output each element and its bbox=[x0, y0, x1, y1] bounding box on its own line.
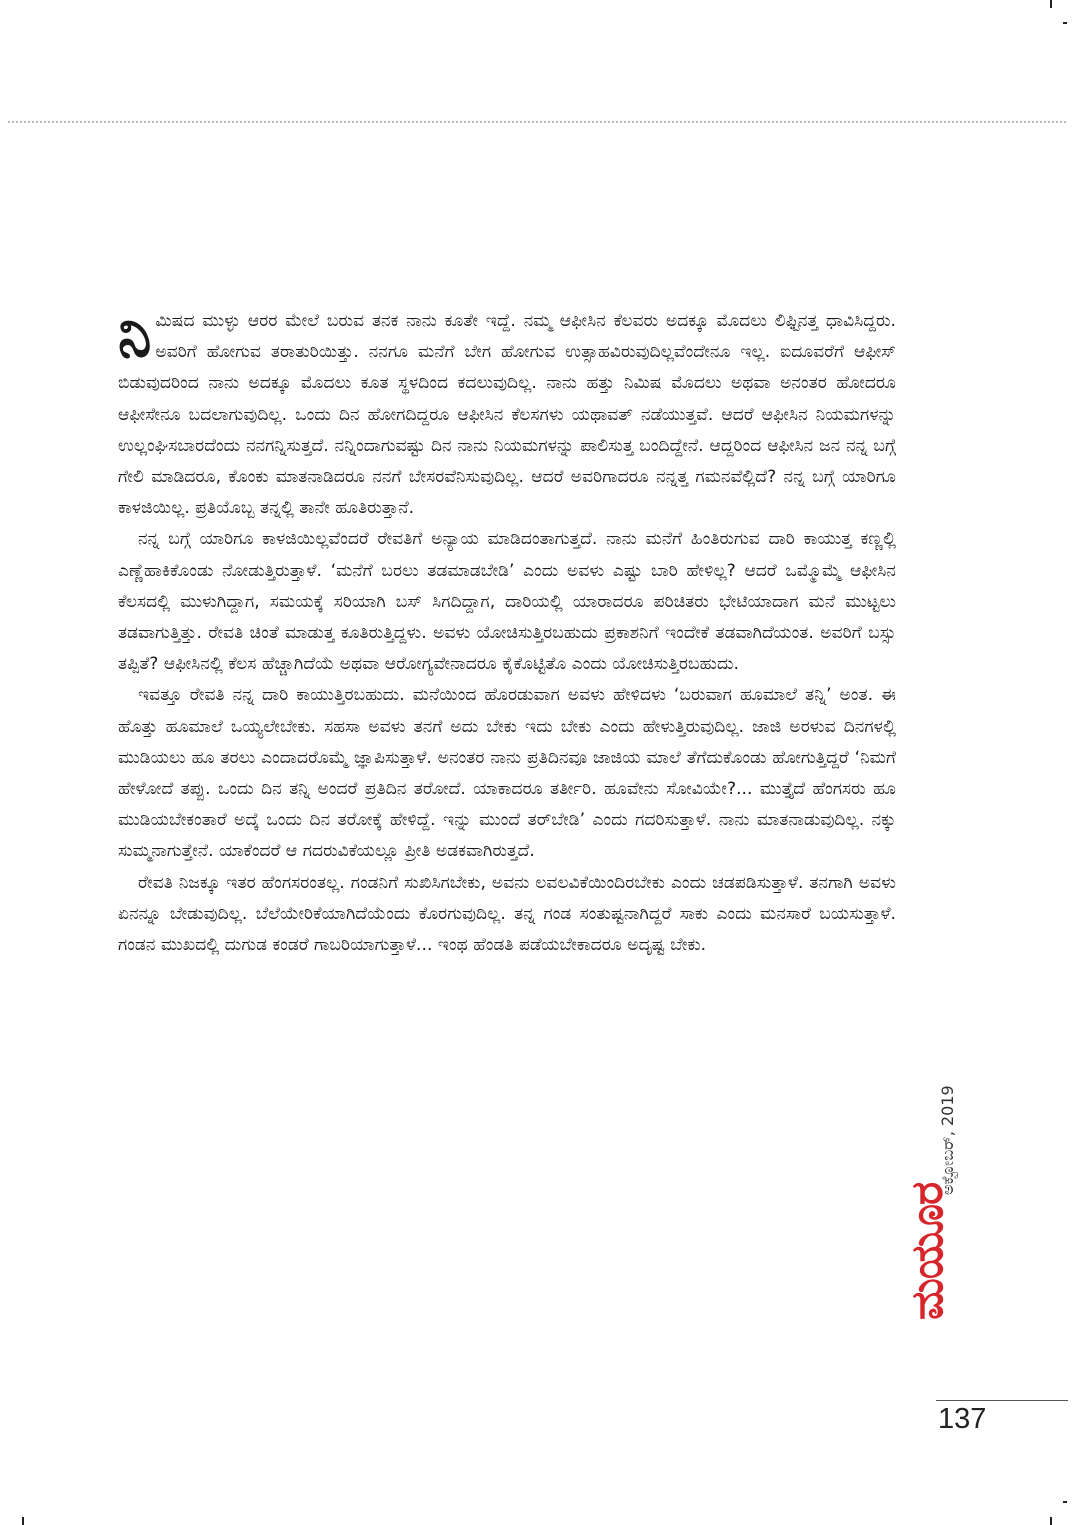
paragraph-1 bbox=[118, 301, 896, 524]
magazine-logo: ಮಯೂರ bbox=[902, 1182, 953, 1320]
dotted-separator bbox=[8, 121, 1066, 123]
crop-mark-top bbox=[1050, 0, 1052, 8]
footer-rule bbox=[936, 1400, 1068, 1401]
issue-date: ಅಕ್ಟೋಬರ್, 2019 bbox=[938, 1085, 957, 1195]
crop-mark-bottom-right bbox=[1063, 1501, 1067, 1503]
crop-mark-bottom bbox=[1050, 1517, 1052, 1525]
article-body bbox=[118, 301, 896, 961]
paragraph-4: ರೇವತಿ ನಿಜಕ್ಕೂ ಇತರ ಹೆಂಗಸರಂತಲ್ಲ. ಗಂಡನಿಗೆ ಸುಖಿಸಿಗಬೇಕು, ಅವನು ಲವಲವಿಕೆಯಿಂದಿರಬೇಕು ಎಂದು ಚಡಪಡಿಸುತ್ತಾಳೆ. ತನಗಾಗಿ ಅವಳು ಏನನ್ನೂ ಬೇಡುವುದಿಲ್ಲ. ಬೆಲೆಯೇರಿಕೆಯಾಗಿದೆಯೆಂದು ಕೊರಗುವುದಿಲ್ಲ. ತನ್ನ ಗಂಡ ಸಂತುಷ್ಟನಾಗಿದ್ದರೆ ಸಾಕು ಎಂದು ಮನಸಾರೆ ಬಯಸುತ್ತಾಳೆ. ಗಂಡನ ಮುಖದಲ್ಲಿ ದುಗುಡ ಕಂಡರೆ ಗಾಬರಿಯಾಗುತ್ತಾಳೆ... ಇಂಥ ಹೆಂಡತಿ ಪಡೆಯಬೇಕಾದರೂ ಅದೃಷ್ಟ ಬೇಕು. bbox=[118, 872, 896, 956]
page-number: 137 bbox=[938, 1403, 987, 1435]
paragraph-1-text: ಮಿಷದ ಮುಳ್ಳು ಆರರ ಮೇಲೆ ಬರುವ ತನಕ ನಾನು ಕೂತೇ ಇದ್ದೆ. ನಮ್ಮ ಆಫೀಸಿನ ಕೆಲವರು ಅದಕ್ಕೂ ಮೊದಲು ಲಿಫ್ಟಿನತ್ತ ಧಾವಿಸಿದ್ದರು. ಅವರಿಗೆ ಹೋಗುವ ತರಾತುರಿಯಿತ್ತು. ನನಗೂ ಮನೆಗೆ ಬೇಗ ಹೋಗುವ ಉತ್ಸಾಹವಿರುವುದಿಲ್ಲವೆಂದೇನೂ ಇಲ್ಲ. ಐದೂವರೆಗೆ ಆಫೀಸ್ ಬಿಡುವುದರಿಂದ ನಾನು ಅದಕ್ಕೂ ಮೊದಲು ಕೂತ ಸ್ಥಳದಿಂದ ಕದಲುವುದಿಲ್ಲ. ನಾನು ಹತ್ತು ನಿಮಿಷ ಮೊದಲು ಅಥವಾ ಅನಂತರ ಹೋದರೂ ಆಫೀಸೇನೂ ಬದಲಾಗುವುದಿಲ್ಲ. ಒಂದು ದಿನ ಹೋಗದಿದ್ದರೂ ಆಫೀಸಿನ ಕೆಲಸಗಳು ಯಥಾವತ್ ನಡೆಯುತ್ತವೆ. ಆದರೆ ಆಫೀಸಿನ ನಿಯಮಗಳನ್ನು ಉಲ್ಲಂಘಿಸಬಾರದೆಂದು ನನಗನ್ನಿಸುತ್ತದೆ. ನನ್ನಿಂದಾಗುವಷ್ಟು ದಿನ ನಾನು ನಿಯಮಗಳನ್ನು ಪಾಲಿಸುತ್ತ ಬಂದಿದ್ದೇನೆ. ಆದ್ದರಿಂದ ಆಫೀಸಿನ ಜನ ನನ್ನ ಬಗ್ಗೆ ಗೇಲಿ ಮಾಡಿದರೂ, ಕೊಂಕು ಮಾತನಾಡಿದರೂ ನನಗೆ ಬೇಸರವೆನಿಸುವುದಿಲ್ಲ. ಆದರೆ ಅವರಿಗಾದರೂ ನನ್ನತ್ತ ಗಮನವೆಲ್ಲಿದೆ? ನನ್ನ ಬಗ್ಗೆ ಯಾರಿಗೂ ಕಾಳಜಿಯಿಲ್ಲ. ಪ್ರತಿಯೊಬ್ಬ ತನ್ನಲ್ಲಿ ತಾನೇ ಹೂತಿರುತ್ತಾನೆ. bbox=[118, 311, 896, 519]
paragraph-3: ಇವತ್ತೂ ರೇವತಿ ನನ್ನ ದಾರಿ ಕಾಯುತ್ತಿರಬಹುದು. ಮನೆಯಿಂದ ಹೊರಡುವಾಗ ಅವಳು ಹೇಳಿದಳು ‘ಬರುವಾಗ ಹೂಮಾಲೆ ತನ್ನಿ’ ಅಂತ. ಈ ಹೊತ್ತು ಹೂಮಾಲೆ ಒಯ್ಯಲೇಬೇಕು. ಸಹಸಾ ಅವಳು ತನಗೆ ಅದು ಬೇಕು ಇದು ಬೇಕು ಎಂದು ಹೇಳುತ್ತಿರುವುದಿಲ್ಲ. ಜಾಜಿ ಅರಳುವ ದಿನಗಳಲ್ಲಿ ಮುಡಿಯಲು ಹೂ ತರಲು ಎಂದಾದರೊಮ್ಮೆ ಜ್ಞಾಪಿಸುತ್ತಾಳೆ. ಅನಂತರ ನಾನು ಪ್ರತಿದಿನವೂ ಜಾಜಿಯ ಮಾಲೆ ತೆಗೆದುಕೊಂಡು ಹೋಗುತ್ತಿದ್ದರೆ ‘ನಿಮಗೆ ಹೇಳೋದೆ ತಪ್ಪು. ಒಂದು ದಿನ ತನ್ನಿ ಅಂದರೆ ಪ್ರತಿದಿನ ತರೋದೆ. ಯಾಕಾದರೂ ತರ್ತೀರಿ. ಹೂವೇನು ಸೋವಿಯೇ?... ಮುತ್ತೈದೆ ಹೆಂಗಸರು ಹೂ ಮುಡಿಯಬೇಕಂತಾರೆ ಅದ್ಕೆ ಒಂದು ದಿನ ತರೋಕ್ಕೆ ಹೇಳಿದ್ದೆ. ಇನ್ನು ಮುಂದೆ ತರ್‌ಬೇಡಿ’ ಎಂದು ಗದರಿಸುತ್ತಾಳೆ. ನಾನು ಮಾತನಾಡುವುದಿಲ್ಲ. ನಕ್ಕು ಸುಮ್ಮನಾಗುತ್ತೇನೆ. ಯಾಕೆಂದರೆ ಆ ಗದರುವಿಕೆಯಲ್ಲೂ ಪ್ರೀತಿ ಅಡಕವಾಗಿರುತ್ತದೆ. bbox=[118, 685, 896, 862]
dropcap: ನಿ bbox=[118, 301, 152, 371]
crop-mark-bottom-left bbox=[22, 1517, 24, 1525]
crop-mark-top-right bbox=[1063, 22, 1067, 24]
paragraph-2: ನನ್ನ ಬಗ್ಗೆ ಯಾರಿಗೂ ಕಾಳಜಿಯಿಲ್ಲವೆಂದರೆ ರೇವತಿಗೆ ಅನ್ಯಾಯ ಮಾಡಿದಂತಾಗುತ್ತದೆ. ನಾನು ಮನೆಗೆ ಹಿಂತಿರುಗುವ ದಾರಿ ಕಾಯುತ್ತ ಕಣ್ಣಲ್ಲಿ ಎಣ್ಣೆಹಾಕಿಕೊಂಡು ನೋಡುತ್ತಿರುತ್ತಾಳೆ. ‘ಮನೆಗೆ ಬರಲು ತಡಮಾಡಬೇಡಿ’ ಎಂದು ಅವಳು ಎಷ್ಟು ಬಾರಿ ಹೇಳಿಲ್ಲ? ಆದರೆ ಒಮ್ಮೊಮ್ಮೆ ಆಫೀಸಿನ ಕೆಲಸದಲ್ಲಿ ಮುಳುಗಿದ್ದಾಗ, ಸಮಯಕ್ಕೆ ಸರಿಯಾಗಿ ಬಸ್ ಸಿಗದಿದ್ದಾಗ, ದಾರಿಯಲ್ಲಿ ಯಾರಾದರೂ ಪರಿಚಿತರು ಭೇಟಿಯಾದಾಗ ಮನೆ ಮುಟ್ಟಲು ತಡವಾಗುತ್ತಿತ್ತು. ರೇವತಿ ಚಿಂತೆ ಮಾಡುತ್ತ ಕೂತಿರುತ್ತಿದ್ದಳು. ಅವಳು ಯೋಚಿಸುತ್ತಿರಬಹುದು ಪ್ರಕಾಶನಿಗೆ ಇಂದೇಕೆ ತಡವಾಗಿದೆಯಂತ. ಅವರಿಗೆ ಬಸ್ಸು ತಪ್ಪಿತೆ? ಆಫೀಸಿನಲ್ಲಿ ಕೆಲಸ ಹೆಚ್ಚಾಗಿದೆಯೆ ಅಥವಾ ಆರೋಗ್ಯವೇನಾದರೂ ಕೈಕೊಟ್ಟಿತೊ ಎಂದು ಯೋಚಿಸುತ್ತಿರಬಹುದು. bbox=[118, 529, 896, 675]
